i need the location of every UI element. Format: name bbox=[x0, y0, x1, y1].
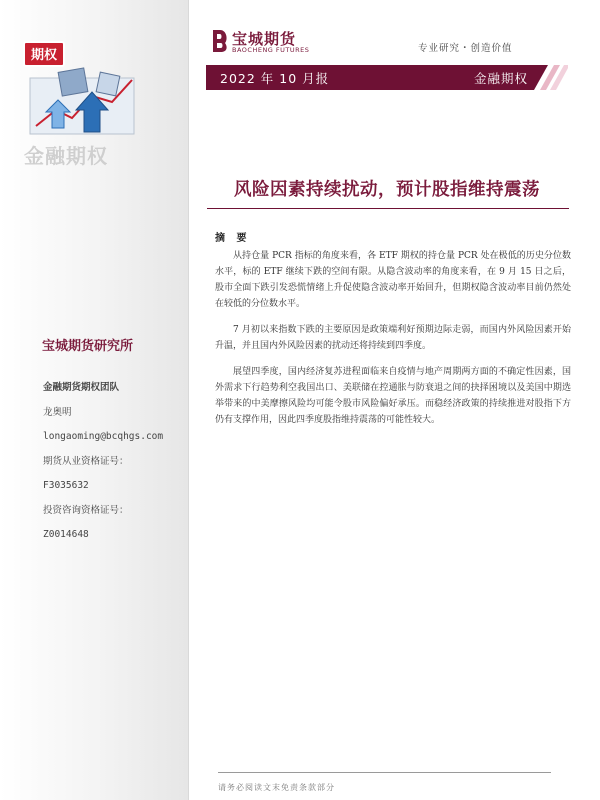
headline-divider bbox=[207, 208, 569, 209]
research-institute-name: 宝城期货研究所 bbox=[42, 339, 134, 354]
abstract-paragraph: 从持仓量 PCR 指标的角度来看，各 ETF 期权的持仓量 PCR 处在极低的历史分位数水平，标的 ETF 继续下跌的空间有限。从隐含波动率的角度来看，在 9 月 15 日之后，股市全面下跌引发恐慌情绪上升促使隐含波动率开始回升，但期权隐含波动率目前仍然处在较低的分位数水平。 bbox=[215, 251, 571, 309]
consulting-license-label: 投资咨询资格证号： bbox=[43, 504, 129, 516]
analyst-email[interactable]: longaoming@bcqhgs.com bbox=[43, 431, 164, 442]
abstract-paragraph: 展望四季度，国内经济复苏进程面临来自疫情与地产周期两方面的不确定性因素，国外需求下行趋势利空我国出口、美联储在控通胀与防衰退之间的抉择困境以及美国中期选举带来的中美摩擦风险均可能令股市风险偏好承压。而稳经济政策的持续推进对股指下方仍有支撑作用，因此四季度股指维持震荡的可能性较大。 bbox=[215, 367, 571, 425]
sidebar bbox=[0, 0, 189, 800]
team-name: 金融期货期权团队 bbox=[43, 382, 120, 393]
consulting-license-number: Z0014648 bbox=[43, 529, 89, 540]
company-logo bbox=[210, 28, 320, 56]
abstract-paragraph: 7 月初以来指数下跌的主要原因是政策端利好预期边际走弱，而国内外风险因素开始升温，并且国内外风险因素的扰动还将持续到四季度。 bbox=[215, 325, 571, 351]
logo-text: 宝城期货 bbox=[232, 30, 297, 48]
report-category: 金融期权 bbox=[473, 71, 528, 86]
banner-stripe-decoration bbox=[534, 65, 568, 90]
logo-mark-icon bbox=[210, 28, 230, 54]
analyst-info bbox=[43, 376, 183, 548]
logo-english-text: BAOCHENG FUTURES bbox=[232, 46, 310, 54]
report-date: 2022 年 10 月报 bbox=[220, 71, 330, 86]
analyst-name: 龙奥明 bbox=[43, 406, 72, 418]
options-cover-graphic bbox=[22, 40, 150, 140]
report-banner bbox=[206, 65, 568, 90]
abstract-label: 摘 要 bbox=[215, 233, 251, 244]
cover-badge: 期权 bbox=[30, 48, 58, 63]
futures-license-number: F3035632 bbox=[43, 480, 89, 491]
footer-divider bbox=[218, 772, 551, 773]
company-slogan: 专业研究・创造价值 bbox=[418, 43, 513, 54]
footer-disclaimer: 请务必阅读文末免责条款部分 bbox=[218, 783, 335, 792]
report-headline: 风险因素持续扰动，预计股指维持震荡 bbox=[234, 180, 540, 200]
sidebar-category-title: 金融期权 bbox=[24, 144, 108, 168]
abstract-body bbox=[215, 248, 571, 438]
futures-license-label: 期货从业资格证号： bbox=[43, 455, 129, 467]
